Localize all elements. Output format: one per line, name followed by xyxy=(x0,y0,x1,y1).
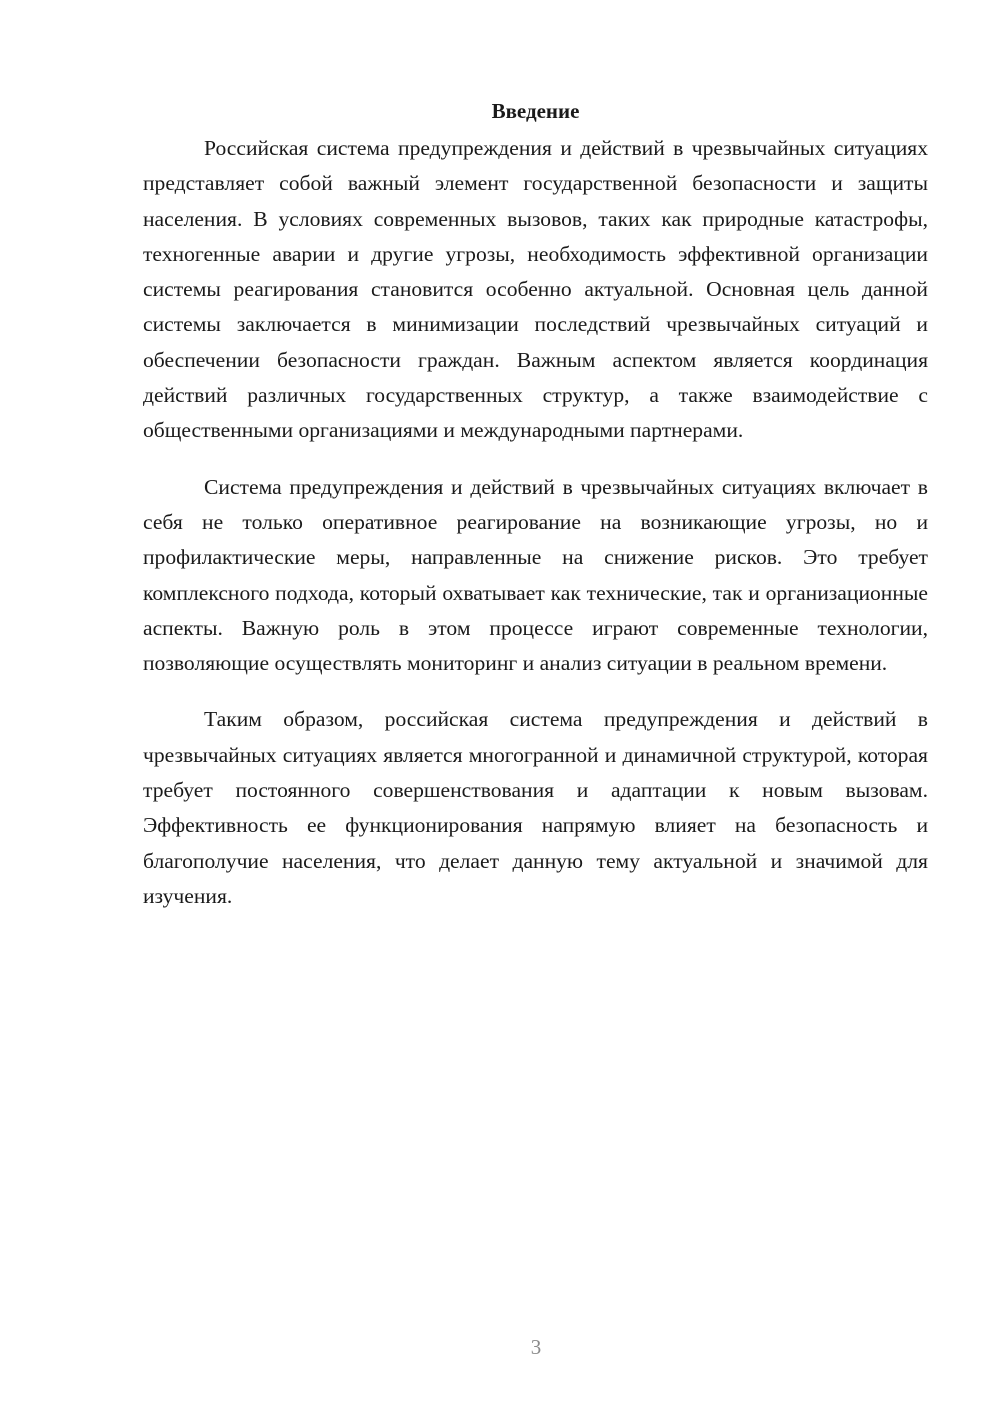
paragraph-2: Система предупреждения и действий в чрезвычайных ситуациях включает в себя не только оперативное реагирование на возникающие угрозы, но и профилактические меры, направленные на снижение рисков. Это требует комплексного подхода, который охватывает как технические, так и организационные аспекты. Важную роль в этом процессе играют современные технологии, позволяющие осуществлять мониторинг и анализ ситуации в реальном времени. xyxy=(143,474,928,676)
section-heading: Введение xyxy=(491,99,580,123)
paragraph-1: Российская система предупреждения и действий в чрезвычайных ситуациях представляет собой важный элемент государственной безопасности и защиты населения. В условиях современных вызовов, таких как природные катастрофы, техногенные аварии и другие угрозы, необходимость эффективной организации системы реагирования становится особенно актуальной. Основная цель данной системы заключается в минимизации последствий чрезвычайных ситуаций и обеспечении безопасности граждан. Важным аспектом является координация действий различных государственных структур, а также взаимодействие с общественными организациями и международными партнерами. xyxy=(143,136,928,443)
page-content xyxy=(143,96,928,914)
paragraph-3: Таким образом, российская система предупреждения и действий в чрезвычайных ситуациях является многогранной и динамичной структурой, которая требует постоянного совершенствования и адаптации к новым вызовам. Эффективность ее функционирования напрямую влияет на безопасность и благополучие населения, что делает данную тему актуальной и значимой для изучения. xyxy=(143,707,928,908)
page-number: 3 xyxy=(530,1335,542,1359)
